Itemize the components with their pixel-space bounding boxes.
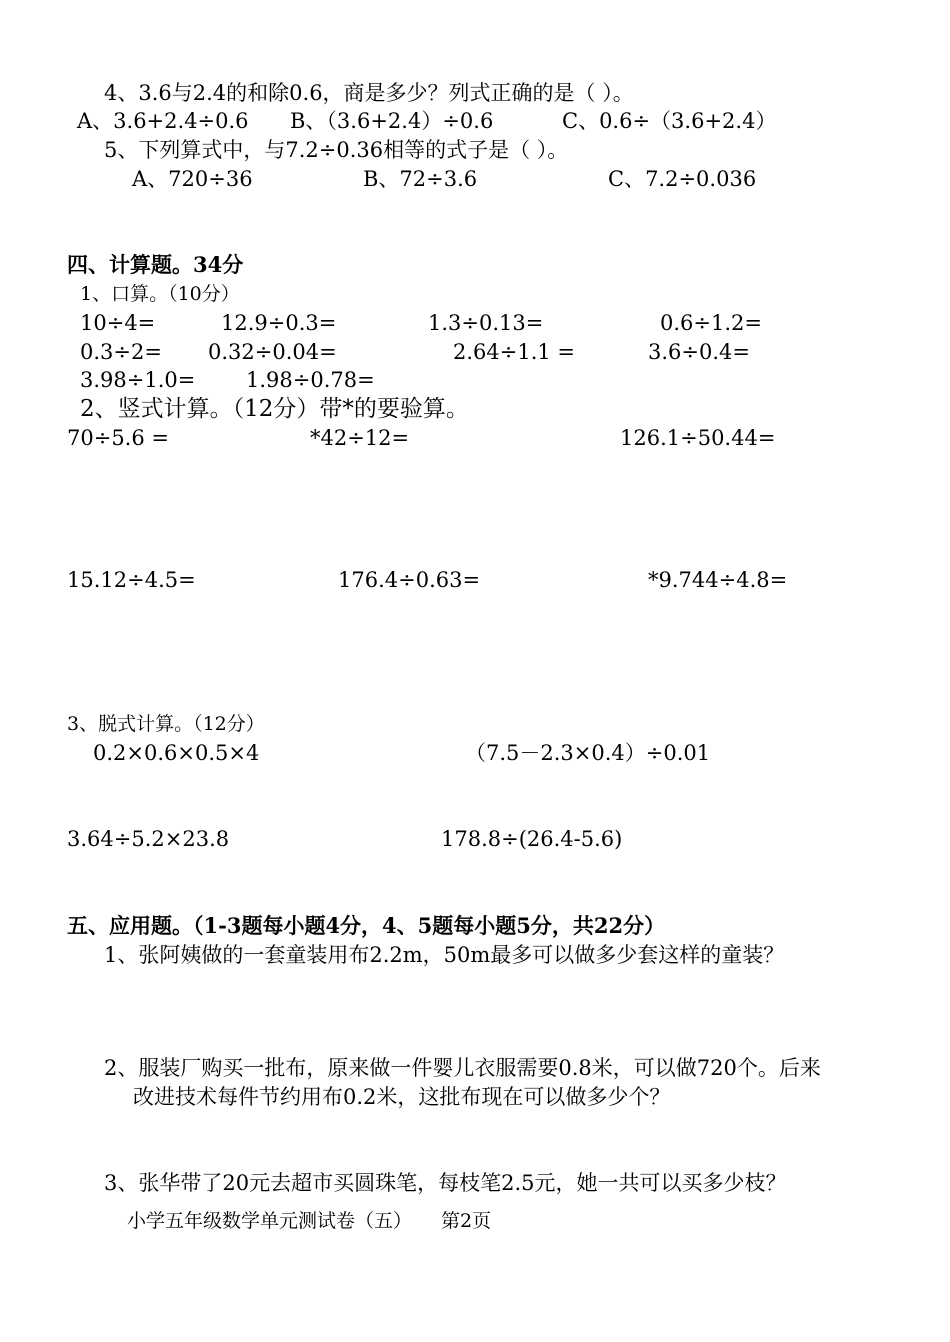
q4-option-b: B、（3.6+2.4）÷0.6	[290, 109, 494, 133]
stepwise-calc-item: 3.64÷5.2×23.8	[67, 827, 230, 851]
q5-option-b: B、72÷3.6	[363, 167, 478, 191]
vertical-calc-item: 70÷5.6 =	[67, 426, 169, 450]
word-problem-2-line1: 2、服装厂购买一批布，原来做一件婴儿衣服需要0.8米，可以做720个。后来	[104, 1056, 821, 1080]
footer-title: 小学五年级数学单元测试卷（五）	[127, 1210, 413, 1232]
footer-page-number: 第2页	[441, 1210, 492, 1232]
q5-stem: 5、下列算式中，与7.2÷0.36相等的式子是（ ）。	[104, 138, 569, 162]
oral-calc-title: 1、口算。（10分）	[80, 283, 240, 305]
vertical-calc-item: 15.12÷4.5=	[67, 568, 196, 592]
vertical-calc-item: *42÷12=	[310, 426, 410, 450]
vertical-calc-item: 126.1÷50.44=	[620, 426, 776, 450]
oral-calc-item: 10÷4=	[80, 311, 156, 335]
q5-option-c: C、7.2÷0.036	[608, 167, 757, 191]
vertical-calc-item: 176.4÷0.63=	[338, 568, 481, 592]
stepwise-calc-item: 0.2×0.6×0.5×4	[93, 741, 260, 765]
section4-heading: 四、计算题。34分	[67, 252, 244, 277]
q4-option-c: C、0.6÷（3.6+2.4）	[562, 109, 777, 133]
q4-option-a: A、3.6+2.4÷0.6	[77, 109, 249, 133]
oral-calc-item: 0.6÷1.2=	[660, 311, 762, 335]
oral-calc-item: 12.9÷0.3=	[221, 311, 337, 335]
stepwise-calc-item: （7.5－2.3×0.4）÷0.01	[465, 741, 711, 765]
oral-calc-item: 1.98÷0.78=	[246, 368, 375, 392]
section5-heading: 五、应用题。（1-3题每小题4分，4、5题每小题5分，共22分）	[67, 913, 666, 938]
q4-stem: 4、3.6与2.4的和除0.6，商是多少？列式正确的是（ ）。	[104, 81, 634, 105]
oral-calc-item: 0.3÷2=	[80, 340, 162, 364]
oral-calc-item: 3.6÷0.4=	[648, 340, 750, 364]
vertical-calc-title: 2、竖式计算。（12分）带*的要验算。	[80, 396, 469, 422]
word-problem-1: 1、张阿姨做的一套童装用布2.2m，50m最多可以做多少套这样的童装？	[104, 943, 785, 967]
stepwise-calc-title: 3、脱式计算。（12分）	[67, 713, 265, 735]
vertical-calc-item: *9.744÷4.8=	[648, 568, 788, 592]
oral-calc-item: 2.64÷1.1 =	[453, 340, 576, 364]
oral-calc-item: 0.32÷0.04=	[208, 340, 337, 364]
q5-option-a: A、720÷36	[132, 167, 253, 191]
word-problem-3: 3、张华带了20元去超市买圆珠笔，每枝笔2.5元，她一共可以买多少枝？	[104, 1171, 787, 1195]
word-problem-2-line2: 改进技术每件节约用布0.2米，这批布现在可以做多少个？	[133, 1085, 671, 1109]
stepwise-calc-item: 178.8÷(26.4-5.6)	[441, 827, 623, 851]
oral-calc-item: 3.98÷1.0=	[80, 368, 196, 392]
oral-calc-item: 1.3÷0.13=	[428, 311, 544, 335]
